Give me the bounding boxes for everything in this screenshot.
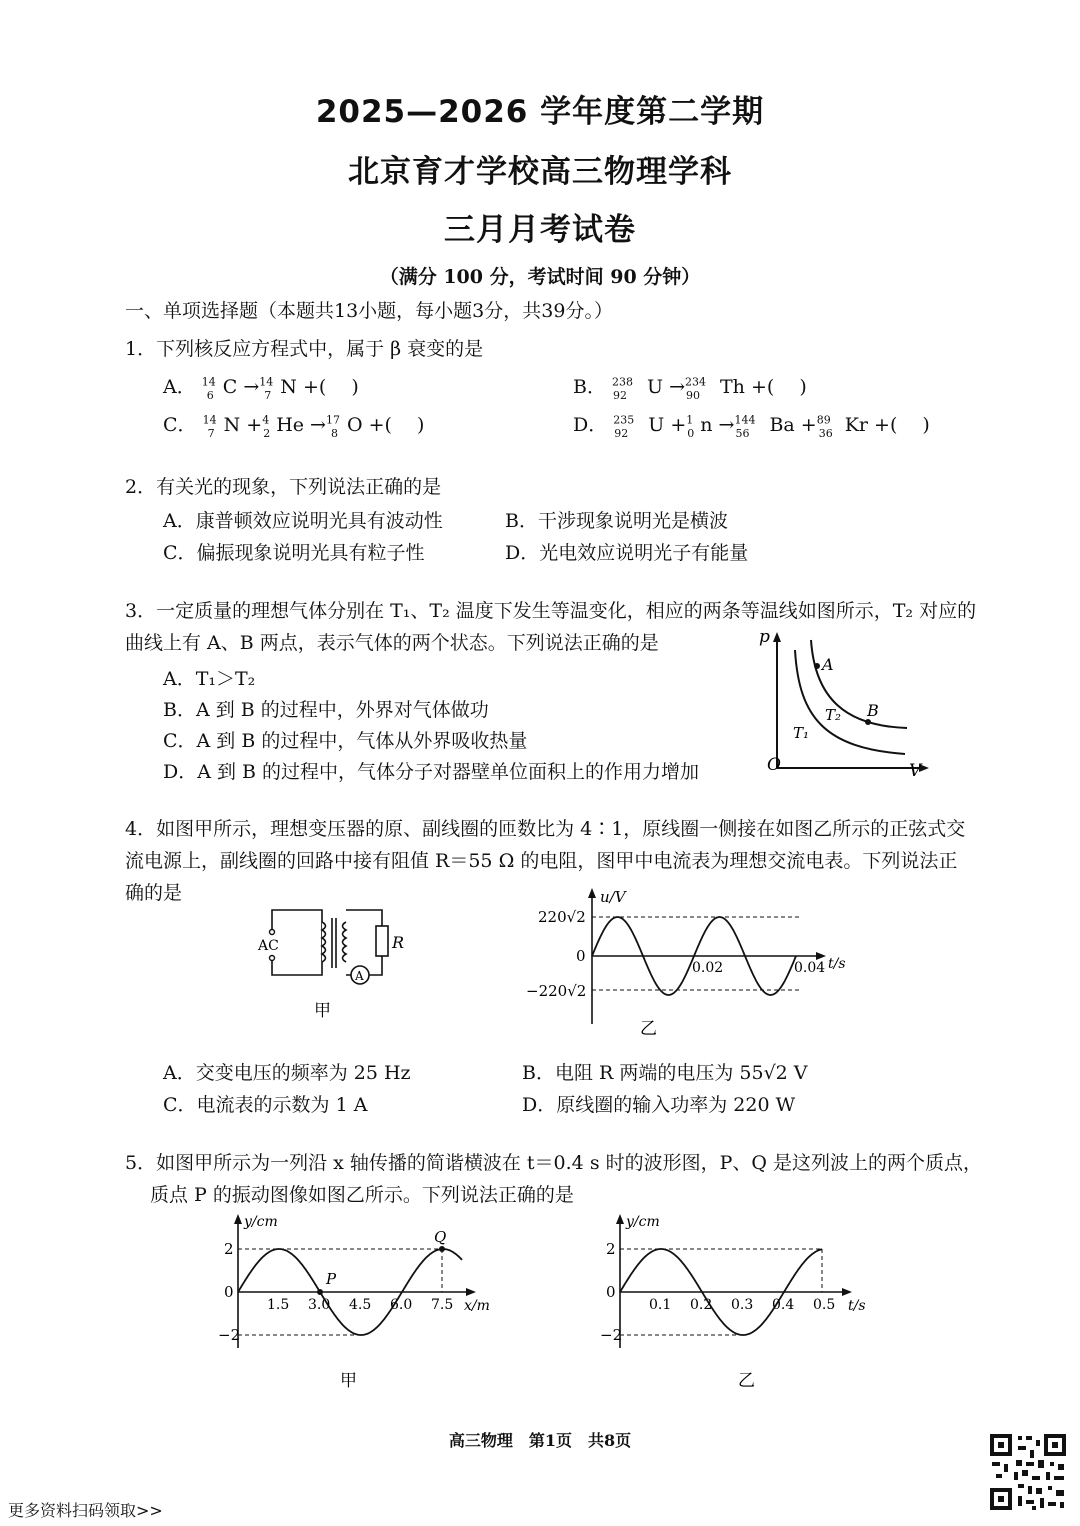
q1-c-label: C． (163, 414, 197, 436)
resistor (376, 926, 388, 956)
q4-circuit-diagram (252, 900, 412, 1030)
q2-option-a: A．康普顿效应说明光具有波动性 (163, 510, 443, 532)
origin-label: O (767, 755, 781, 775)
q1-option-b (573, 372, 807, 402)
ammeter-label: A (355, 969, 364, 983)
x-axis-arrow (466, 1288, 476, 1296)
t-axis-arrow (842, 1288, 852, 1296)
q2-option-b: B．干涉现象说明光是横波 (505, 510, 728, 532)
point-a (814, 663, 820, 669)
q1-d-label: D． (573, 414, 608, 436)
q3-option-c: C．A 到 B 的过程中，气体从外界吸收热量 (163, 730, 528, 752)
y-axis-label: y/cm (626, 1214, 660, 1230)
q1-option-d (573, 410, 930, 440)
point-q (439, 1246, 445, 1252)
page-footer: 高三物理 第1页 共8页 (448, 1431, 632, 1450)
more-resources-link[interactable]: 更多资料扫码领取>> (8, 1501, 163, 1520)
resistor-label: R (392, 933, 405, 952)
t-axis-label: t/s (828, 956, 846, 972)
yn2-label: −2 (600, 1326, 623, 1344)
t1-label: T₁ (793, 724, 810, 742)
q4-option-a: A．交变电压的频率为 25 Hz (163, 1062, 411, 1084)
exam-title: 三月月考试卷 (444, 212, 636, 248)
t-tick-4: 0.4 (772, 1297, 795, 1313)
x-tick-1: 1.5 (267, 1297, 290, 1313)
q1-b-label: B． (573, 376, 606, 398)
a-label: A (822, 655, 834, 674)
point-p (317, 1289, 323, 1295)
p-label: p (759, 628, 770, 647)
t-tick-3: 0.3 (731, 1297, 754, 1313)
exam-year-title: 2025—2026 学年度第二学期 (315, 94, 765, 130)
section-heading: 一、单项选择题（本题共13小题，每小题3分，共39分。） (125, 300, 613, 322)
q1-a-label: A． (163, 376, 196, 398)
v-label: V (909, 761, 922, 781)
q4-stem-line2: 流电源上，副线圈的回路中接有阻值 R＝55 Ω 的电阻，图甲中电流表为理想交流电表。下列说法正 (125, 850, 958, 872)
school-title: 北京育才学校高三物理学科 (348, 154, 732, 190)
x-tick-2: 3.0 (308, 1297, 331, 1313)
q3-stem-line2: 曲线上有 A、B 两点，表示气体的两个状态。下列说法正确的是 (125, 632, 659, 654)
q1-stem: 1．下列核反应方程式中，属于 β 衰变的是 (125, 338, 484, 360)
y0-label: 0 (224, 1283, 234, 1301)
q3-isotherm-graph (755, 628, 935, 788)
b-label: B (867, 701, 879, 720)
ac-terminal-bottom (270, 956, 275, 961)
circuit-caption: 甲 (314, 1001, 331, 1021)
q3-option-d: D．A 到 B 的过程中，气体分子对器壁单位面积上的作用力增加 (163, 761, 700, 783)
secondary-coil (343, 922, 347, 962)
q-label: Q (434, 1228, 447, 1246)
u-axis-arrow (588, 888, 596, 898)
q2-stem: 2．有关光的现象，下列说法正确的是 (125, 476, 442, 498)
zero-label: 0 (576, 947, 586, 965)
graph-caption: 乙 (640, 1019, 657, 1039)
tick-0-04: 0.04 (794, 960, 826, 976)
t-axis-label: t/s (848, 1298, 866, 1314)
q3-stem-line1: 3．一定质量的理想气体分别在 T₁、T₂ 温度下发生等温变化，相应的两条等温线如图所示，T₂ 对应的 (125, 600, 977, 622)
x-tick-3: 4.5 (349, 1297, 372, 1313)
q3-option-b: B．A 到 B 的过程中，外界对气体做功 (163, 699, 489, 721)
x-tick-4: 6.0 (390, 1297, 413, 1313)
q4-option-b: B．电阻 R 两端的电压为 55√2 V (522, 1062, 808, 1084)
q2-option-c: C．偏振现象说明光具有粒子性 (163, 542, 425, 564)
y2-label: 2 (606, 1240, 616, 1258)
q4-stem-line1: 4．如图甲所示，理想变压器的原、副线圈的匝数比为 4∶1，原线圈一侧接在如图乙所示的正弦式交 (125, 818, 966, 840)
t-tick-2: 0.2 (690, 1297, 713, 1313)
max-label: 220√2 (538, 908, 586, 926)
q4-option-c: C．电流表的示数为 1 A (163, 1094, 368, 1116)
y-axis-arrow (616, 1214, 624, 1224)
t-axis-arrow (816, 952, 826, 960)
tick-0-02: 0.02 (692, 960, 724, 976)
q4-stem-line3: 确的是 (125, 882, 183, 904)
q1-a-equation: $^{14}_6$ C →$^{14}_7$ N +( ) (201, 375, 359, 402)
yn2-label: −2 (218, 1326, 241, 1344)
min-label: −220√2 (526, 982, 587, 1000)
q2-option-d: D．光电效应说明光子有能量 (505, 542, 749, 564)
y-axis-arrow (234, 1214, 242, 1224)
q1-option-c (163, 410, 425, 440)
q5-stem-line2: 质点 P 的振动图像如图乙所示。下列说法正确的是 (150, 1184, 574, 1206)
y0-label: 0 (606, 1283, 616, 1301)
vibration-caption: 乙 (738, 1371, 755, 1391)
t-tick-5: 0.5 (813, 1297, 836, 1313)
ac-label: AC (258, 938, 279, 954)
t-tick-1: 0.1 (649, 1297, 672, 1313)
t2-label: T₂ (825, 706, 842, 724)
p-axis-arrow (773, 632, 781, 642)
q4-voltage-graph (520, 884, 860, 1044)
exam-note: （满分 100 分，考试时间 90 分钟） (379, 266, 701, 288)
q5-stem-line1: 5．如图甲所示为一列沿 x 轴传播的简谐横波在 t＝0.4 s 时的波形图，P、Q 是这列波上的两个质点， (125, 1152, 983, 1174)
wave-caption: 甲 (340, 1371, 357, 1391)
y-axis-label: y/cm (244, 1214, 278, 1230)
q5-vibration-graph (594, 1208, 884, 1398)
q1-option-a (163, 372, 359, 402)
y2-label: 2 (224, 1240, 234, 1258)
q1-b-equation: $^{238}_{92}$ U →$^{234}_{90}$ Th +( ) (612, 375, 807, 402)
q5-wave-graph (212, 1208, 502, 1398)
p-label: P (326, 1270, 337, 1288)
qr-code-icon[interactable] (988, 1432, 1068, 1512)
q3-option-a: A．T₁＞T₂ (163, 668, 256, 690)
x-ticks (267, 1297, 453, 1313)
x-tick-5: 7.5 (431, 1297, 454, 1313)
t-ticks (649, 1297, 835, 1313)
u-axis-label: u/V (600, 888, 626, 906)
primary-coil (322, 922, 326, 962)
x-axis-label: x/m (464, 1298, 490, 1314)
ac-terminal-top (270, 930, 275, 935)
q4-option-d: D．原线圈的输入功率为 220 W (522, 1094, 796, 1116)
q1-c-equation: $^{14}_7$ N +$^4_2$ He →$^{17}_8$ O +( ) (202, 413, 425, 440)
t1-curve (795, 650, 905, 754)
q1-d-equation: $^{235}_{92}$ U +$^1_0$ n →$^{144}_{56}$ Ba +$^{89}_{36}$ Kr +( ) (613, 413, 930, 440)
